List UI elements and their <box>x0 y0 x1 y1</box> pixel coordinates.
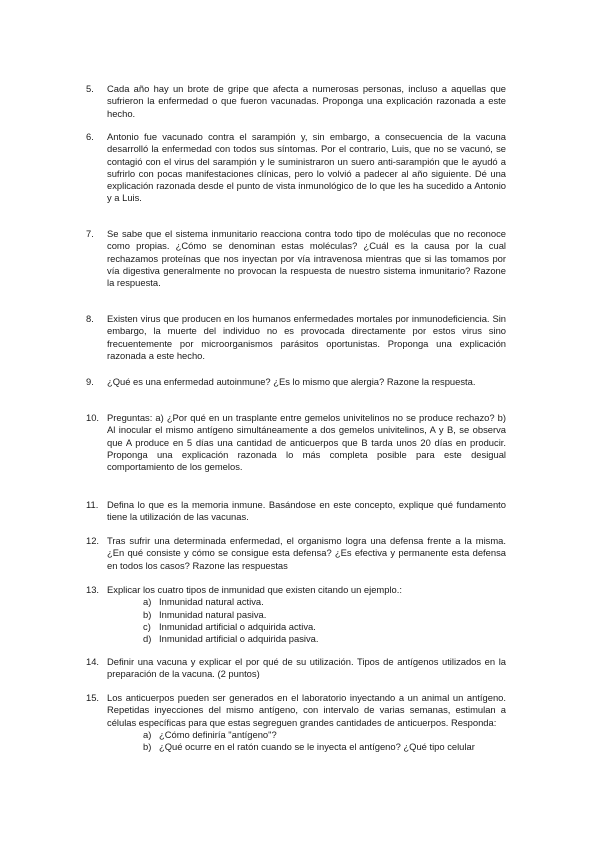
question-number: 9. <box>86 376 94 387</box>
sub-item <box>143 609 506 621</box>
sub-item-letter: c) <box>143 620 151 632</box>
sub-item-list <box>143 596 506 645</box>
question-text: Definir una vacuna y explicar el por qué de su utilización. Tipos de antígenos utilizados en la preparación de la vacuna. (2 puntos) <box>107 656 506 680</box>
question-15 <box>86 692 506 753</box>
question-text: Cada año hay un brote de gripe que afecta a numerosas personas, incluso a aquellas que sufrieron la enfermedad o que fueron vacunadas. Proponga una explicación razonada a este hecho. <box>107 83 506 119</box>
question-number: 8. <box>86 313 94 324</box>
question-7 <box>86 228 506 289</box>
question-number: 12. <box>86 535 100 546</box>
question-number: 11. <box>86 499 99 510</box>
question-number: 7. <box>86 228 94 239</box>
question-number: 13. <box>86 584 100 595</box>
question-number: 10. <box>86 412 100 423</box>
sub-item-letter: b) <box>143 741 152 753</box>
question-11 <box>86 499 506 524</box>
sub-item <box>143 621 506 633</box>
sub-item-letter: b) <box>143 608 152 620</box>
question-number: 6. <box>86 131 94 142</box>
question-number: 14. <box>86 656 100 667</box>
sub-item-text: Inmunidad artificial o adquirida pasiva. <box>159 633 319 645</box>
question-number: 5. <box>86 83 94 94</box>
question-number: 15. <box>86 692 100 703</box>
sub-item <box>143 729 506 741</box>
question-6 <box>86 131 506 205</box>
sub-item-text: Inmunidad natural activa. <box>159 596 264 608</box>
question-text: Explicar los cuatro tipos de inmunidad que existen citando un ejemplo.: <box>107 584 402 595</box>
sub-item-text: Inmunidad artificial o adquirida activa. <box>159 620 316 632</box>
question-text: Defina lo que es la memoria inmune. Basándose en este concepto, explique qué fundamento tiene la utilización de las vacunas. <box>107 499 506 523</box>
sub-item <box>143 741 506 753</box>
sub-item-letter: d) <box>143 633 152 645</box>
question-5 <box>86 83 506 120</box>
sub-item <box>143 633 506 645</box>
question-text: Los anticuerpos pueden ser generados en el laboratorio inyectando a un animal un antígeno. Repetidas inyecciones del mismo antígeno, con intervalo de varias semanas, estimulan a células específicas para que estas segreguen grandes cantidades de anticuerpos. Responda: <box>107 692 506 728</box>
sub-item-list <box>143 729 506 754</box>
question-10 <box>86 412 506 473</box>
question-text: Tras sufrir una determinada enfermedad, el organismo logra una defensa frente a la misma. ¿En qué consiste y cómo se consigue esta defensa? ¿Es efectiva y permanente esta defensa en todos los casos? Razone las respuestas <box>107 535 506 571</box>
question-text: Existen virus que producen en los humanos enfermedades mortales por inmunodeficiencia. Sin embargo, la muerte del individuo no es provocada directamente por estos virus sino frecuentemente por microorganismos parásitos oportunistas. Proponga una explicación razonada a este hecho. <box>107 313 506 361</box>
sub-item <box>143 596 506 608</box>
question-14 <box>86 656 506 681</box>
question-text: Preguntas: a) ¿Por qué en un trasplante entre gemelos univitelinos no se produce rechazo? b) Al inocular el mismo antígeno simultáneamente a dos gemelos univitelinos, A y B, se observa que A produce en 5 días una cantidad de anticuerpos que B tarda unos 20 días en producir. Proponga una explicación razonada lo más completa posible para este desigual comportamiento de los gemelos. <box>107 412 506 473</box>
question-8 <box>86 313 506 362</box>
question-text: Se sabe que el sistema inmunitario reacciona contra todo tipo de moléculas que no reconoce como propias. ¿Cómo se denominan estas moléculas? ¿Cuál es la causa por la cual rechazamos proteínas que nos inyectan por vía intravenosa mientras que si las tomamos por vía digestiva generalmente no provocan la respuesta de nuestro sistema inmunitario? Razone la respuesta. <box>107 228 506 289</box>
question-text: ¿Qué es una enfermedad autoinmune? ¿Es lo mismo que alergia? Razone la respuesta. <box>107 376 476 387</box>
question-13 <box>86 584 506 645</box>
sub-item-letter: a) <box>143 728 152 740</box>
question-9 <box>86 376 506 388</box>
sub-item-text: ¿Cómo definiría "antígeno"? <box>159 728 277 740</box>
sub-item-text: ¿Qué ocurre en el ratón cuando se le inyecta el antígeno? ¿Qué tipo celular <box>159 741 475 753</box>
question-12 <box>86 535 506 572</box>
sub-item-letter: a) <box>143 596 152 608</box>
question-text: Antonio fue vacunado contra el sarampión y, sin embargo, a consecuencia de la vacuna desarrolló la enfermedad con todos sus síntomas. Por el contrario, Luis, que no se vacunó, se contagió con el virus del sarampión y le suministraron un suero anti-sarampión que le ayudó a sufrirlo con pocas manifestaciones clínicas, pero lo volvió a padecer al año siguiente. Dé una explicación razonada desde el punto de vista inmunológico de lo que les ha sucedido a Antonio y a Luis. <box>107 131 506 204</box>
sub-item-text: Inmunidad natural pasiva. <box>159 608 267 620</box>
